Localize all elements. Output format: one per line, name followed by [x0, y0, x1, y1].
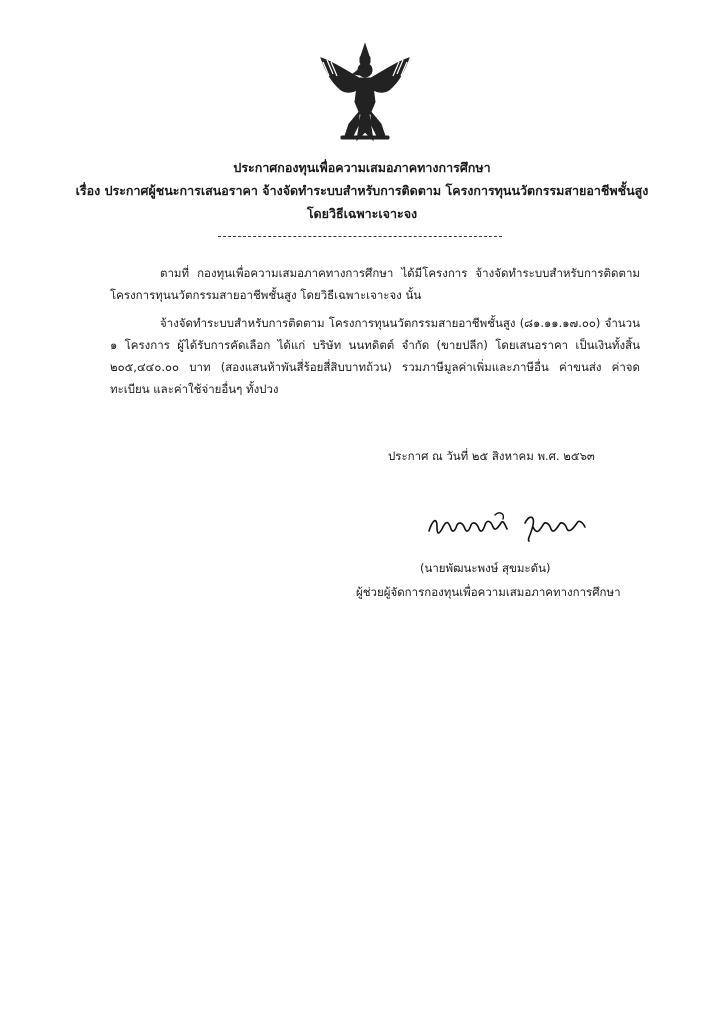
body-paragraph-1: ตามที่ กองทุนเพื่อความเสมอภาคทางการศึกษา ได้มีโครงการ จ้างจัดทำระบบสำหรับการติดตาม โครงการทุนนวัตกรรมสายอาชีพชั้นสูง โดยวิธีเฉพาะเจาะจง นั้น [110, 266, 640, 302]
garuda-emblem [315, 40, 415, 145]
document-method: โดยวิธีเฉพาะเจาะจง [306, 206, 418, 221]
body-paragraph-2: จ้างจัดทำระบบสำหรับการติดตาม โครงการทุนนวัตกรรมสายอาชีพชั้นสูง (๘๑.๑๑.๑๗.๐๐) จำนวน ๑ โครงการ ผู้ได้รับการคัดเลือก ได้แก่ บริษัท นนทดิตต์ จำกัด (ขายปลีก) โดยเสนอราคา เป็นเงินทั้งสิ้น ๒๐๕,๔๔๐.๐๐ บาท (สองแสนห้าพันสี่ร้อยสี่สิบบาทถ้วน) รวมภาษีมูลค่าเพิ่มและภาษีอื่น ค่าขนส่ง ค่าจดทะเบียน และค่าใช้จ่ายอื่นๆ ทั้งปวง [110, 316, 640, 396]
separator-line [218, 236, 502, 237]
signer-name: (นายพัฒนะพงษ์ สุขมะดัน) [420, 561, 551, 575]
handwritten-signature [425, 505, 595, 545]
signer-position: ผู้ช่วยผู้จัดการกองทุนเพื่อความเสมอภาคทางการศึกษา [356, 585, 621, 599]
announcement-date: ประกาศ ณ วันที่ ๒๕ สิงหาคม พ.ศ. ๒๕๖๓ [388, 449, 595, 463]
document-title: ประกาศกองทุนเพื่อความเสมอภาคทางการศึกษา [233, 160, 491, 175]
document-subject: เรื่อง ประกาศผู้ชนะการเสนอราคา จ้างจัดทำระบบสำหรับการติดตาม โครงการทุนนวัตกรรมสายอาชีพชั้นสูง [75, 183, 649, 198]
